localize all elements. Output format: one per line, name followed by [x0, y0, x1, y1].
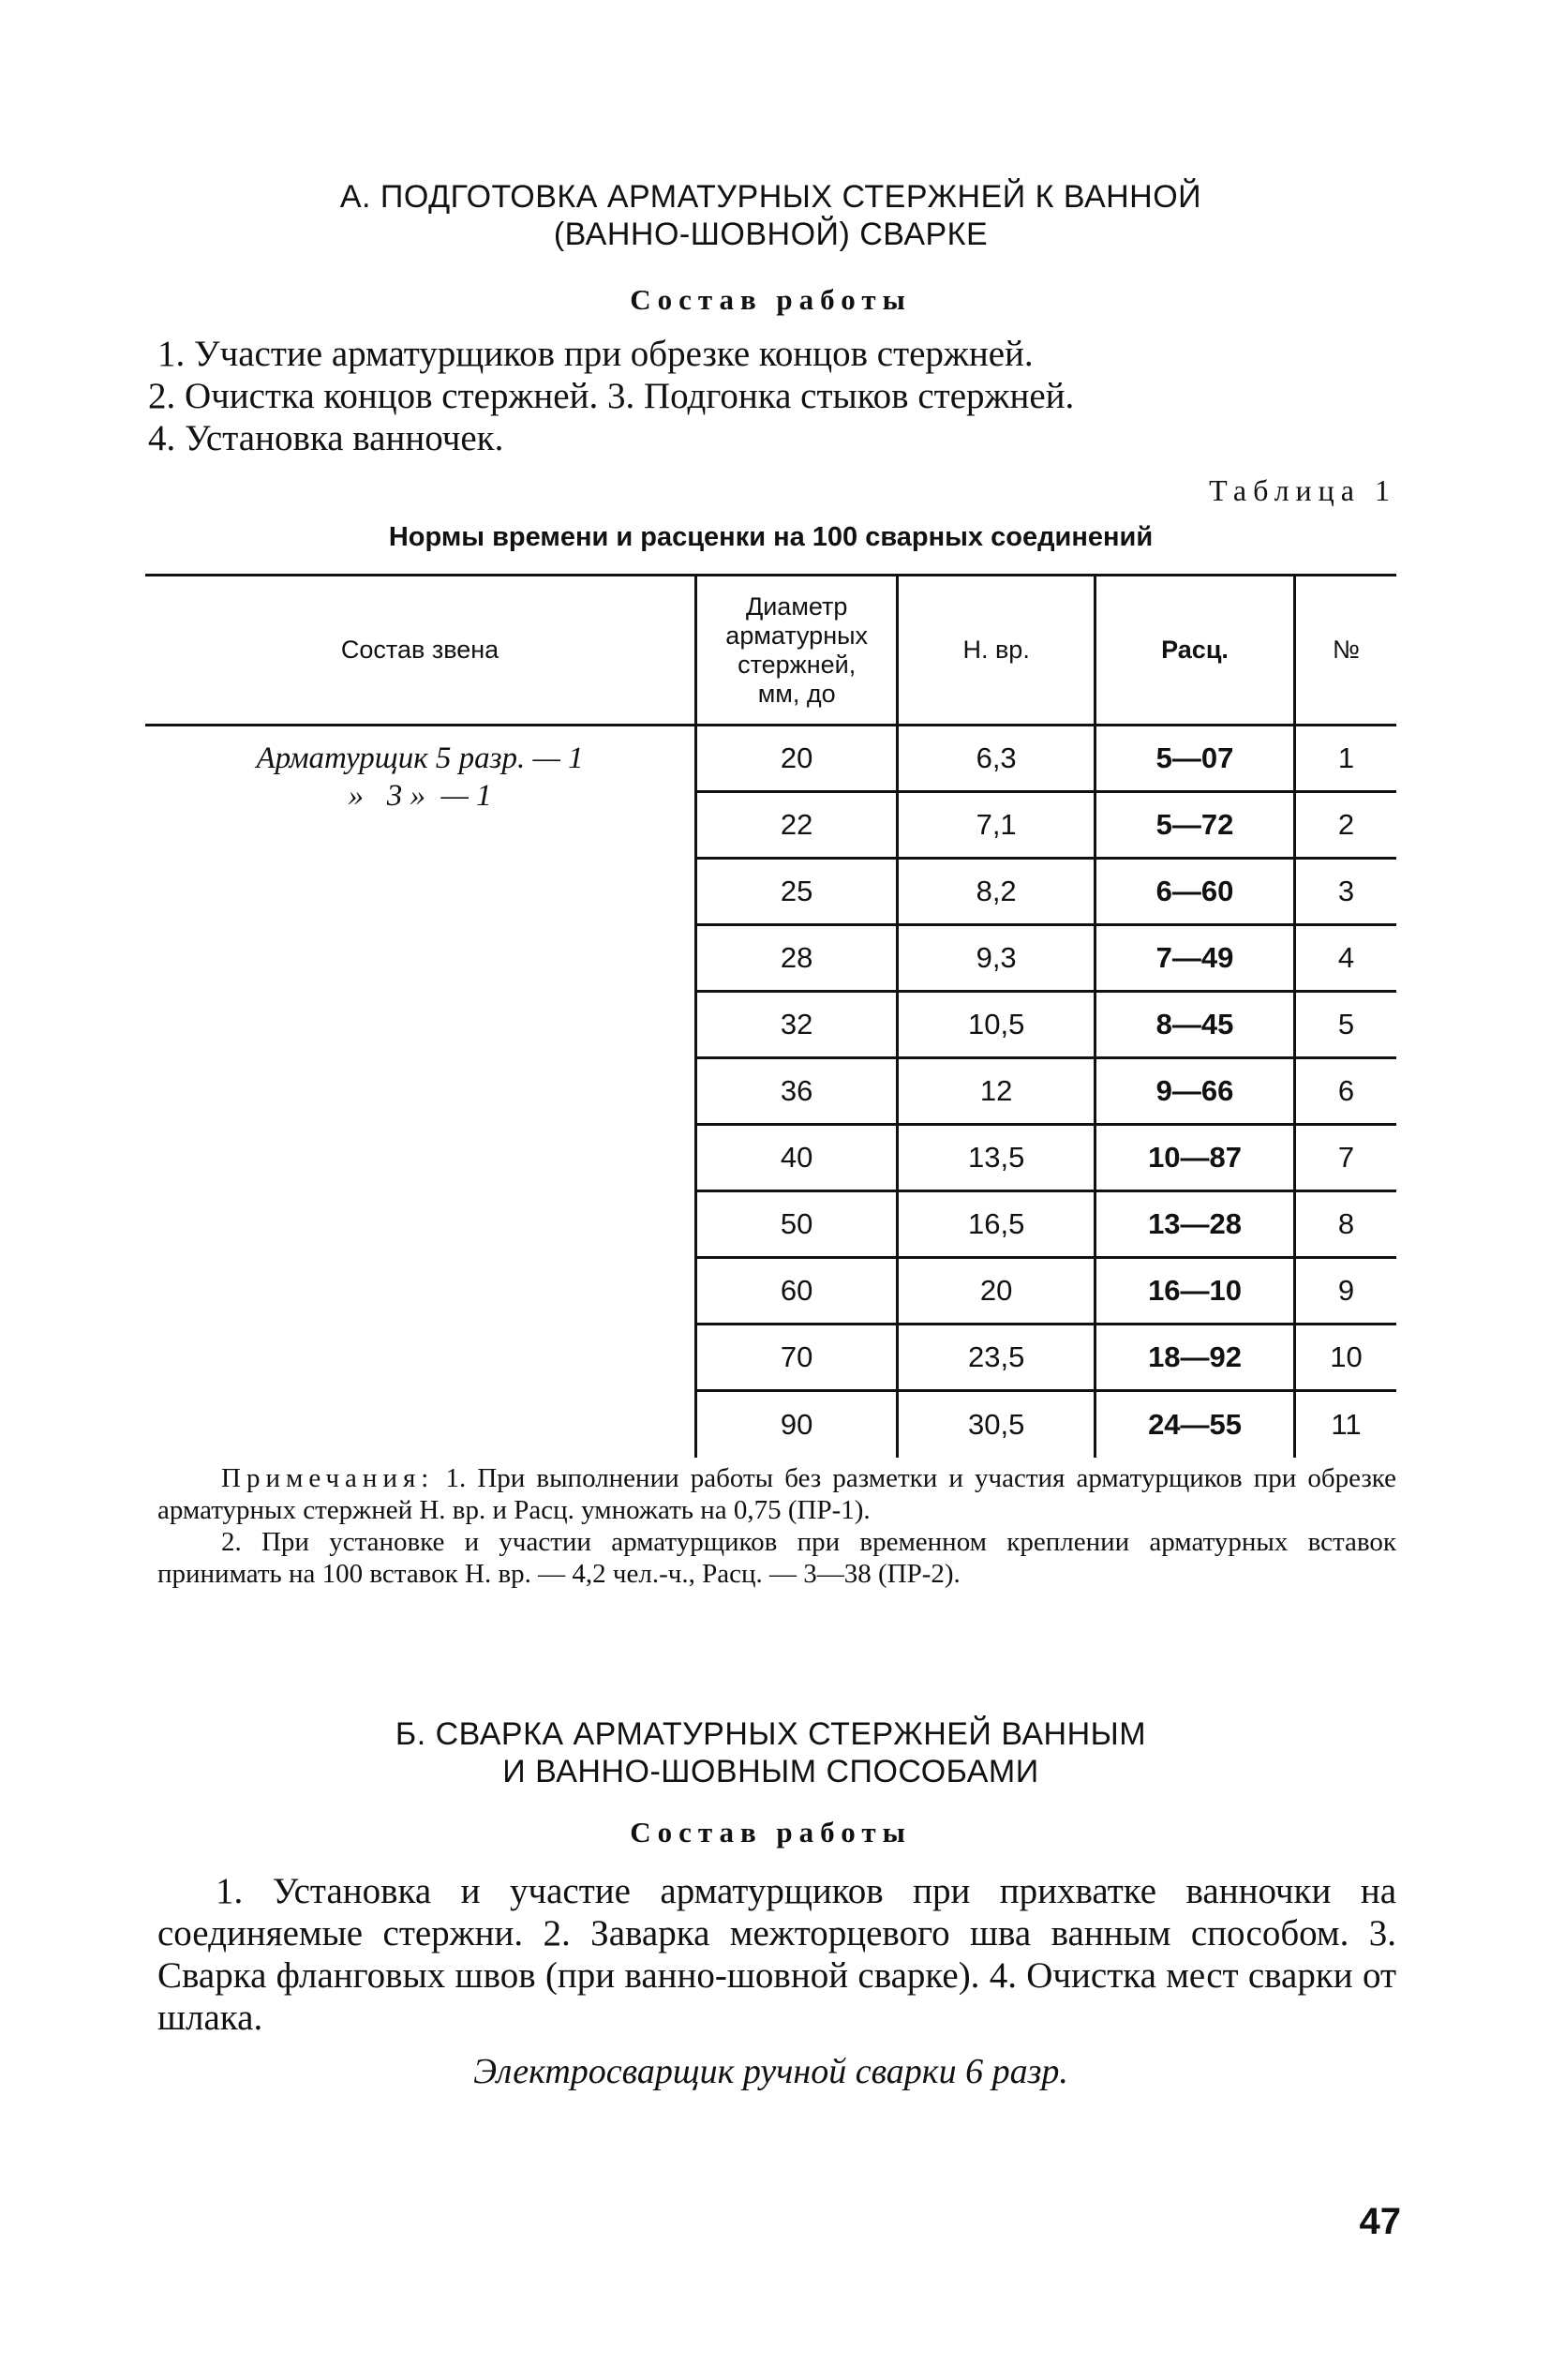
header-diameter: [696, 576, 898, 726]
section-b-work-text: 1. Установка и участие арматурщиков при прихватке ванночки на соединяемые стержни. 2. Заварка межторцевого шва ванным способом. 3. Сварка фланговых швов (при ванно-шовной сварке). 4. Очистка мест сварки от шлака.: [157, 1871, 1396, 2038]
work-line-3: 4. Установка ванночек.: [148, 418, 504, 458]
cell-norm: 7,1: [898, 792, 1095, 859]
header-diameter-line4: мм, до: [757, 679, 836, 708]
header-number: №: [1295, 576, 1396, 726]
cell-norm: 6,3: [898, 726, 1095, 792]
cell-number: 11: [1295, 1391, 1396, 1458]
cell-diameter: 70: [696, 1325, 898, 1391]
cell-norm: 12: [898, 1058, 1095, 1125]
cell-rate: 9—66: [1095, 1058, 1295, 1125]
cell-rate: 10—87: [1095, 1125, 1295, 1191]
cell-number: 1: [1295, 726, 1396, 792]
cell-number: 10: [1295, 1325, 1396, 1391]
cell-number: 5: [1295, 992, 1396, 1058]
header-crew: Состав звена: [340, 636, 499, 664]
work-line-1: 1. Участие арматурщиков при обрезке концов стержней.: [157, 334, 1034, 374]
cell-number: 2: [1295, 792, 1396, 859]
header-diameter-line2: арматурных: [725, 621, 869, 650]
norms-table: [145, 574, 1396, 1458]
notes-label: Примечания:: [221, 1463, 435, 1493]
section-b-title-line2: И ВАННО-ШОВНЫМ СПОСОБАМИ: [502, 1754, 1039, 1789]
cell-diameter: 22: [696, 792, 898, 859]
cell-norm: 23,5: [898, 1325, 1095, 1391]
section-a-work-list: [148, 333, 1396, 459]
cell-number: 9: [1295, 1258, 1396, 1325]
cell-rate: 5—72: [1095, 792, 1295, 859]
section-b-subtitle: Состав работы: [630, 1816, 912, 1849]
section-b-work-list: [157, 1870, 1396, 2039]
table-label: Таблица 1: [1209, 473, 1396, 507]
section-b-title: [145, 1715, 1396, 1790]
cell-rate: 18—92: [1095, 1325, 1295, 1391]
cell-norm: 9,3: [898, 925, 1095, 992]
cell-number: 8: [1295, 1191, 1396, 1258]
cell-norm: 30,5: [898, 1391, 1095, 1458]
cell-norm: 8,2: [898, 859, 1095, 925]
cell-diameter: 90: [696, 1391, 898, 1458]
cell-diameter: 25: [696, 859, 898, 925]
cell-number: 6: [1295, 1058, 1396, 1125]
section-a-title-line1: А. ПОДГОТОВКА АРМАТУРНЫХ СТЕРЖНЕЙ К ВАННОЙ: [339, 179, 1202, 215]
cell-rate: 6—60: [1095, 859, 1295, 925]
cell-norm: 20: [898, 1258, 1095, 1325]
section-a-title: [145, 178, 1396, 253]
crew-cell: [145, 726, 696, 1458]
cell-rate: 7—49: [1095, 925, 1295, 992]
header-diameter-line1: Диаметр: [745, 591, 848, 621]
note-2: 2. При установке и участии арматурщиков при временном креплении арматурных вставок принимать на 100 вставок Н. вр. — 4,2 чел.-ч., Расц. — 3—38 (ПР-2).: [157, 1527, 1396, 1589]
cell-rate: 16—10: [1095, 1258, 1295, 1325]
cell-diameter: 50: [696, 1191, 898, 1258]
cell-diameter: 20: [696, 726, 898, 792]
header-diameter-line3: стержней,: [738, 650, 857, 679]
cell-rate: 24—55: [1095, 1391, 1295, 1458]
table-notes: [157, 1462, 1396, 1590]
header-rate: Расц.: [1095, 576, 1295, 726]
cell-diameter: 40: [696, 1125, 898, 1191]
cell-diameter: 32: [696, 992, 898, 1058]
work-line-2: 2. Очистка концов стержней. 3. Подгонка стыков стержней.: [148, 376, 1075, 416]
section-a-title-line2: (ВАННО-ШОВНОЙ) СВАРКЕ: [553, 217, 989, 252]
table-row: [145, 726, 1396, 792]
section-b-title-line1: Б. СВАРКА АРМАТУРНЫХ СТЕРЖНЕЙ ВАННЫМ: [395, 1716, 1147, 1752]
cell-norm: 16,5: [898, 1191, 1095, 1258]
section-a-subtitle: Состав работы: [630, 283, 912, 316]
cell-rate: 8—45: [1095, 992, 1295, 1058]
table-caption: Нормы времени и расценки на 100 сварных соединений: [388, 522, 1154, 552]
cell-rate: 5—07: [1095, 726, 1295, 792]
worker-title: Электросварщик ручной сварки 6 разр.: [473, 2052, 1068, 2091]
crew-line-2: » 3 » — 1: [348, 779, 492, 813]
note-1: [157, 1462, 1396, 1526]
header-norm: Н. вр.: [898, 576, 1095, 726]
cell-number: 3: [1295, 859, 1396, 925]
cell-norm: 13,5: [898, 1125, 1095, 1191]
cell-number: 4: [1295, 925, 1396, 992]
cell-number: 7: [1295, 1125, 1396, 1191]
cell-diameter: 28: [696, 925, 898, 992]
note-1-text: 1. При выполнении работы без разметки и участия арматурщиков при обрезке арматурных стержней Н. вр. и Расц. умножать на 0,75 (ПР-1).: [157, 1463, 1397, 1525]
cell-norm: 10,5: [898, 992, 1095, 1058]
table-header-row: [145, 576, 1396, 726]
crew-line-1: Арматурщик 5 разр. — 1: [256, 741, 584, 775]
cell-diameter: 60: [696, 1258, 898, 1325]
cell-rate: 13—28: [1095, 1191, 1295, 1258]
cell-diameter: 36: [696, 1058, 898, 1125]
page-number: 47: [1359, 2201, 1401, 2242]
